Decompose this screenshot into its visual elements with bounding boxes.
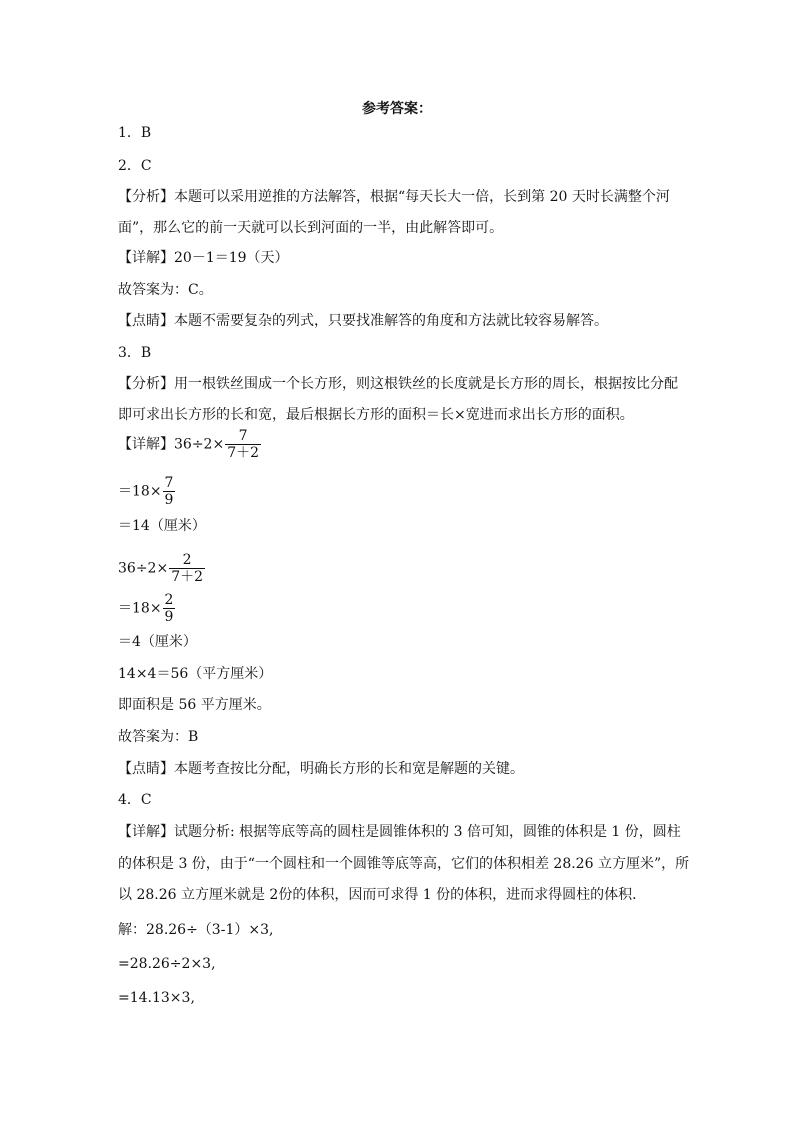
detail-3-step6: ＝4（厘米） — [118, 634, 197, 650]
answer-1: 1．B — [118, 125, 152, 141]
detail-3-step3: ＝14（厘米） — [118, 518, 206, 534]
detail-4-line3: 以 28.26 立方厘米就是 2份的体积，因而可求得 1 份的体积，进而求得圆柱的体积． — [118, 887, 647, 903]
analysis-3-line1: 【分析】用一根铁丝围成一个长方形，则这根铁丝的长度就是长方形的周长，根据按比分配 — [118, 376, 678, 392]
answer-3: 3．B — [118, 345, 152, 361]
solution-4-step1: 解：28.26÷（3-1）×3, — [118, 922, 274, 938]
conclusion-3: 故答案为：B — [118, 729, 199, 745]
comment-3: 【点睛】本题考查按比分配，明确长方形的长和宽是解题的关键。 — [118, 761, 524, 777]
answer-4: 4．C — [118, 792, 152, 808]
answer-2: 2．C — [118, 158, 152, 174]
analysis-2-line1: 【分析】本题可以采用逆推的方法解答，根据“每天长大一倍，长到第 20 天时长满整个河 — [118, 189, 670, 205]
fraction: $\frac{2}{7+2}$ — [171, 552, 204, 585]
detail-2: 【详解】20－1＝19（天） — [118, 250, 289, 266]
analysis-3-line2: 即可求出长方形的长和宽，最后根据长方形的面积＝长×宽进而求出长方形的面积。 — [118, 407, 634, 423]
detail-3-step1: 【详解】36÷2× $\frac{7}{7+2}$ — [118, 428, 260, 461]
detail-4-line2: 的体积是 3 份，由于“一个圆柱和一个圆锥等底等高，它们的体积相差 28.26 立方厘米”，所 — [118, 856, 690, 872]
analysis-2-line2: 面”，那么它的前一天就可以长到河面的一半，由此解答即可。 — [118, 220, 504, 236]
fraction: $\frac{7}{7+2}$ — [227, 428, 260, 461]
detail-3-step8: 即面积是 56 平方厘米。 — [118, 697, 271, 713]
conclusion-2: 故答案为：C。 — [118, 282, 213, 298]
detail-3-step4: 36÷2× $\frac{2}{7+2}$ — [118, 552, 204, 585]
detail-3-step2: ＝18× $\frac{7}{9}$ — [118, 475, 174, 508]
solution-4-step3: =14.13×3, — [118, 990, 195, 1006]
solution-4-step2: =28.26÷2×3, — [118, 956, 216, 972]
detail-3-step7: 14×4＝56（平方厘米） — [118, 666, 273, 682]
fraction: $\frac{7}{9}$ — [164, 475, 174, 508]
answer-title: 参考答案： — [362, 101, 432, 117]
detail-3-step5: ＝18× $\frac{2}{9}$ — [118, 592, 174, 625]
fraction: $\frac{2}{9}$ — [164, 592, 174, 625]
comment-2: 【点睛】本题不需要复杂的列式，只要找准解答的角度和方法就比较容易解答。 — [118, 313, 608, 329]
detail-4-line1: 【详解】试题分析: 根据等底等高的圆柱是圆锥体积的 3 倍可知，圆锥的体积是 1 份，圆柱 — [118, 824, 681, 840]
